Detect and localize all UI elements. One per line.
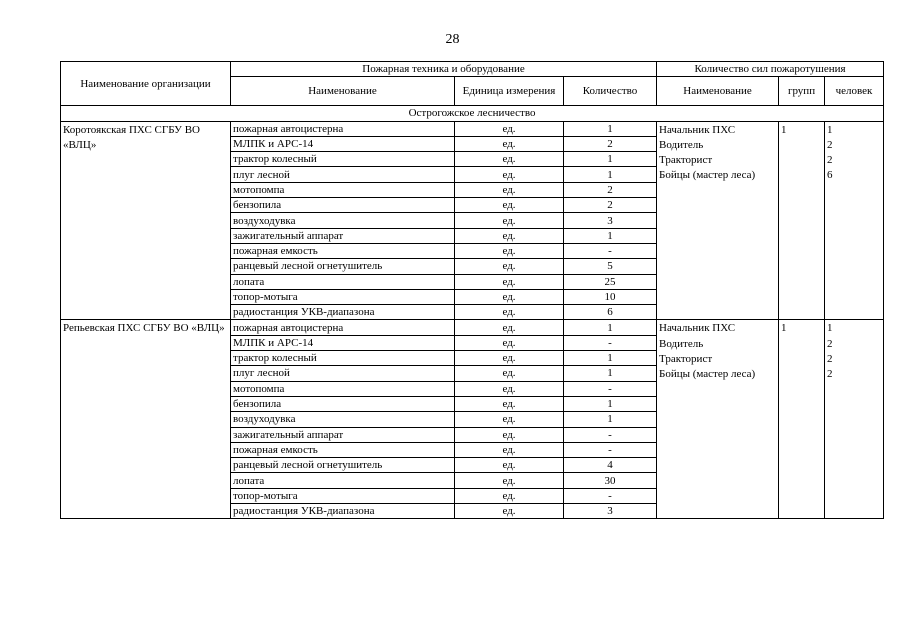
position-name: Начальник ПХС xyxy=(659,322,736,335)
equipment-name: плуг лесной xyxy=(231,366,455,381)
equipment-unit: ед. xyxy=(455,305,564,320)
equipment-qty: 25 xyxy=(564,274,657,289)
header-forces-group: Количество сил пожаротушения xyxy=(657,62,884,77)
equipment-unit: ед. xyxy=(455,198,564,213)
people-value: 2 xyxy=(827,337,833,350)
equipment-unit: ед. xyxy=(455,182,564,197)
people-value: 6 xyxy=(827,169,833,182)
position-name: Водитель xyxy=(659,337,704,350)
equipment-name: лопата xyxy=(231,473,455,488)
equipment-qty: 3 xyxy=(564,213,657,228)
equipment-unit: ед. xyxy=(455,121,564,136)
equipment-qty: 1 xyxy=(564,167,657,182)
equipment-unit: ед. xyxy=(455,488,564,503)
header-eq-name: Наименование xyxy=(231,77,455,106)
header-people: человек xyxy=(825,77,884,106)
equipment-qty: 30 xyxy=(564,473,657,488)
people-value: 1 xyxy=(827,322,833,335)
table-body xyxy=(61,121,884,519)
equipment-unit: ед. xyxy=(455,320,564,335)
equipment-name: мотопомпа xyxy=(231,381,455,396)
equipment-qty: 2 xyxy=(564,136,657,151)
equipment-qty: 1 xyxy=(564,320,657,335)
position-name: Бойцы (мастер леса) xyxy=(659,169,756,182)
header-qty: Количество xyxy=(564,77,657,106)
equipment-qty: - xyxy=(564,488,657,503)
page-number: 28 xyxy=(445,32,460,47)
equipment-name: топор-мотыга xyxy=(231,289,455,304)
section-row xyxy=(61,106,884,121)
equipment-qty: 1 xyxy=(564,351,657,366)
equipment-name: МЛПК и АРС-14 xyxy=(231,136,455,151)
equipment-qty: 1 xyxy=(564,228,657,243)
equipment-unit: ед. xyxy=(455,152,564,167)
equipment-unit: ед. xyxy=(455,504,564,519)
equipment-qty: - xyxy=(564,427,657,442)
equipment-qty: - xyxy=(564,243,657,258)
equipment-name: пожарная автоцистерна xyxy=(231,320,455,335)
equipment-unit: ед. xyxy=(455,136,564,151)
equipment-unit: ед. xyxy=(455,274,564,289)
equipment-unit: ед. xyxy=(455,213,564,228)
equipment-qty: 2 xyxy=(564,182,657,197)
table-row xyxy=(61,320,884,335)
equipment-qty: 1 xyxy=(564,152,657,167)
equipment-unit: ед. xyxy=(455,473,564,488)
equipment-name: бензопила xyxy=(231,396,455,411)
equipment-unit: ед. xyxy=(455,366,564,381)
equipment-name: пожарная емкость xyxy=(231,442,455,457)
position-name: Начальник ПХС xyxy=(659,123,736,136)
equipment-name: зажигательный аппарат xyxy=(231,427,455,442)
people-count xyxy=(825,320,884,519)
equipment-unit: ед. xyxy=(455,381,564,396)
equipment-qty: 10 xyxy=(564,289,657,304)
equipment-name: воздуходувка xyxy=(231,213,455,228)
equipment-qty: 1 xyxy=(564,366,657,381)
groups-value: 1 xyxy=(781,322,787,335)
position-name: Тракторист xyxy=(659,353,713,366)
table-row xyxy=(61,121,884,136)
equipment-unit: ед. xyxy=(455,335,564,350)
equipment-unit: ед. xyxy=(455,412,564,427)
positions-list xyxy=(657,121,779,320)
equipment-name: МЛПК и АРС-14 xyxy=(231,335,455,350)
equipment-qty: 1 xyxy=(564,412,657,427)
equipment-unit: ед. xyxy=(455,351,564,366)
equipment-name: ранцевый лесной огнетушитель xyxy=(231,259,455,274)
people-value: 2 xyxy=(827,368,833,381)
positions-list xyxy=(657,320,779,519)
equipment-name: пожарная автоцистерна xyxy=(231,121,455,136)
groups-count xyxy=(779,320,825,519)
equipment-unit: ед. xyxy=(455,427,564,442)
fire-equipment-table xyxy=(60,61,884,519)
equipment-qty: 5 xyxy=(564,259,657,274)
equipment-qty: - xyxy=(564,381,657,396)
header-equipment-group: Пожарная техника и оборудование xyxy=(231,62,657,77)
equipment-qty: 4 xyxy=(564,458,657,473)
equipment-unit: ед. xyxy=(455,289,564,304)
equipment-unit: ед. xyxy=(455,228,564,243)
equipment-unit: ед. xyxy=(455,243,564,258)
equipment-name: бензопила xyxy=(231,198,455,213)
equipment-name: мотопомпа xyxy=(231,182,455,197)
equipment-name: лопата xyxy=(231,274,455,289)
people-value: 2 xyxy=(827,138,833,151)
equipment-unit: ед. xyxy=(455,442,564,457)
header-org: Наименование организации xyxy=(61,62,231,106)
equipment-name: ранцевый лесной огнетушитель xyxy=(231,458,455,473)
equipment-unit: ед. xyxy=(455,396,564,411)
header-groups: групп xyxy=(779,77,825,106)
position-name: Водитель xyxy=(659,138,704,151)
people-value: 2 xyxy=(827,154,833,167)
equipment-qty: 2 xyxy=(564,198,657,213)
equipment-name: трактор колесный xyxy=(231,152,455,167)
groups-value: 1 xyxy=(781,123,787,136)
people-count xyxy=(825,121,884,320)
organization-name: Репьевская ПХС СГБУ ВО «ВЛЦ» xyxy=(61,320,231,519)
organization-name: Коротоякская ПХС СГБУ ВО «ВЛЦ» xyxy=(61,121,231,320)
equipment-qty: 6 xyxy=(564,305,657,320)
equipment-qty: - xyxy=(564,335,657,350)
position-name: Тракторист xyxy=(659,154,713,167)
equipment-unit: ед. xyxy=(455,167,564,182)
equipment-name: пожарная емкость xyxy=(231,243,455,258)
equipment-name: воздуходувка xyxy=(231,412,455,427)
header-pos-name: Наименование xyxy=(657,77,779,106)
people-value: 1 xyxy=(827,123,833,136)
groups-count xyxy=(779,121,825,320)
people-value: 2 xyxy=(827,353,833,366)
equipment-name: плуг лесной xyxy=(231,167,455,182)
equipment-qty: 1 xyxy=(564,121,657,136)
equipment-name: трактор колесный xyxy=(231,351,455,366)
header-unit: Единица измерения xyxy=(455,77,564,106)
equipment-unit: ед. xyxy=(455,259,564,274)
equipment-qty: 3 xyxy=(564,504,657,519)
equipment-qty: - xyxy=(564,442,657,457)
equipment-name: зажигательный аппарат xyxy=(231,228,455,243)
equipment-name: топор-мотыга xyxy=(231,488,455,503)
equipment-unit: ед. xyxy=(455,458,564,473)
equipment-name: радиостанция УКВ-диапазона xyxy=(231,504,455,519)
section-title: Острогожское лесничество xyxy=(61,106,884,121)
equipment-qty: 1 xyxy=(564,396,657,411)
position-name: Бойцы (мастер леса) xyxy=(659,368,756,381)
header-row-1 xyxy=(61,62,884,77)
equipment-name: радиостанция УКВ-диапазона xyxy=(231,305,455,320)
